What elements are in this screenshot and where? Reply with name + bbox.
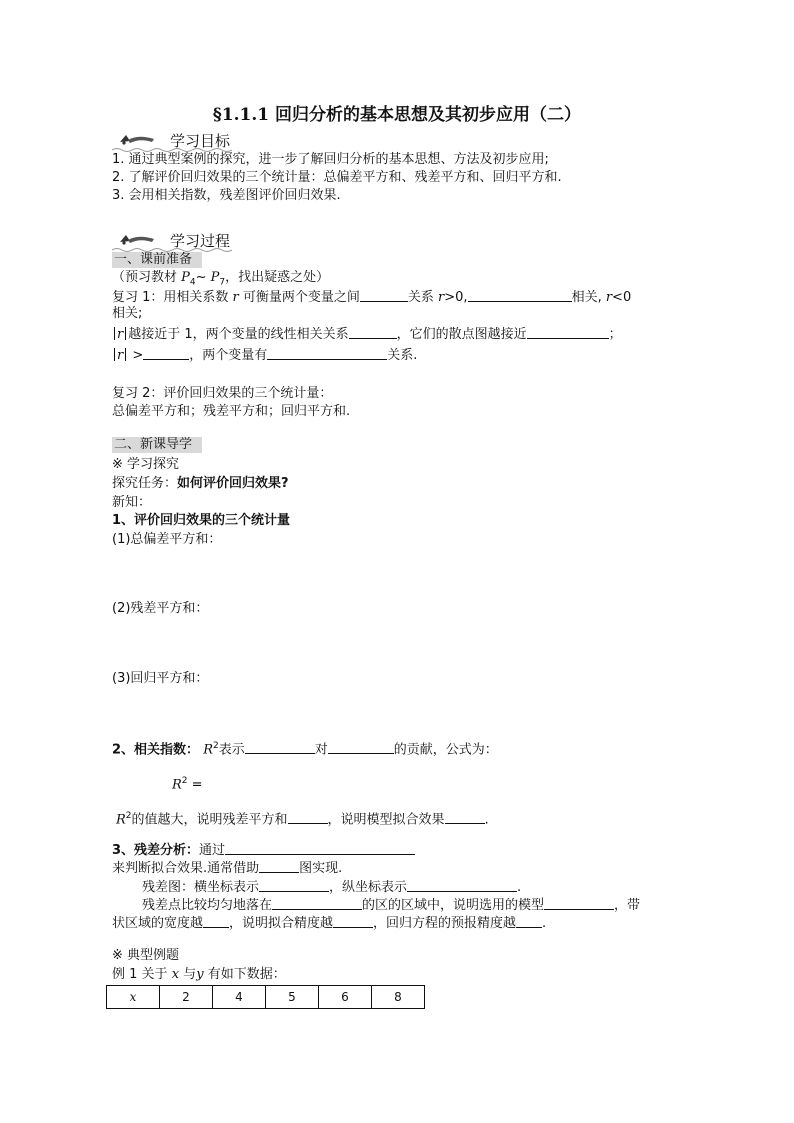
blank	[245, 741, 315, 754]
section-band-new	[112, 437, 202, 453]
blank	[259, 879, 329, 892]
topic-3-line: 状区域的宽度越 ，说明拟合精度越 ，回归方程的预报精度越 .	[112, 916, 547, 931]
formula: $R^2$ =	[172, 776, 203, 793]
review-1-abs-line: r 越接近于 1，两个变量的线性相关关系 ，它们的散点图越接近 ；	[112, 326, 622, 343]
table-cell: 5	[266, 986, 319, 1009]
section-band-prep	[112, 252, 202, 268]
review-1-line: 复习 1：用相关系数 r 可衡量两个变量之间 关系 r>0, 相关, r<0	[112, 290, 632, 305]
goals-header	[112, 130, 412, 150]
table-row	[107, 986, 425, 1009]
goal-item: 2. 了解评价回归效果的三个统计量：总偏差平方和、残差平方和、回归平方和.	[112, 170, 562, 185]
data-table	[106, 985, 425, 1009]
new-knowledge-label: 新知：	[112, 495, 152, 510]
topic-1-item: (1)总偏差平方和：	[112, 532, 222, 547]
explore-task: 探究任务：如何评价回归效果?	[112, 476, 289, 491]
example-intro: 例 1 关于 x 与y 有如下数据：	[112, 967, 286, 982]
page-title: §1.1.1 回归分析的基本思想及其初步应用（二）	[212, 105, 582, 125]
blank	[468, 289, 572, 302]
topic-3-line: 3、残差分析：通过	[112, 842, 415, 859]
blank	[259, 860, 299, 873]
blank	[360, 289, 408, 302]
goals-heading: 学习目标	[170, 132, 231, 150]
section-band-label: 二、新课导学	[114, 437, 193, 452]
prep-note: （预习教材 $P_4\sim$ $P_7$，找出疑惑之处）	[112, 270, 330, 288]
goal-item: 1. 通过典型案例的探究，进一步了解回归分析的基本思想、方法及初步应用;	[112, 152, 549, 167]
example-heading: ※ 典型例题	[112, 948, 180, 963]
table-cell: 4	[213, 986, 266, 1009]
topic-2-line: 2、相关指数： $R^2$表示 对 的贡献，公式为：	[112, 741, 498, 758]
section-band-label: 一、课前准备	[114, 252, 193, 267]
topic-3-line: 来判断拟合效果.通常借助 图实现.	[112, 861, 343, 876]
table-cell: 8	[372, 986, 425, 1009]
review-1-threshold-line: r > ，两个变量有 关系.	[112, 347, 417, 364]
blank	[349, 326, 397, 339]
blank	[516, 915, 542, 928]
review-1-line-2: 相关;	[112, 306, 143, 321]
table-cell: 6	[319, 986, 372, 1009]
topic-3-line: 残差点比较均匀地落在 的区的区域中，说明选用的模型 ，带	[142, 898, 641, 913]
blank	[272, 897, 362, 910]
topic-3-line: 残差图：横坐标表示 ，纵坐标表示 .	[142, 880, 522, 895]
explore-heading: ※ 学习探究	[112, 457, 180, 472]
blank	[288, 811, 328, 824]
topic-2-conclusion: $R^2$的值越大，说明残差平方和 ，说明模型拟合效果 .	[116, 811, 489, 828]
blank	[527, 326, 609, 339]
process-heading: 学习过程	[170, 232, 231, 250]
topic-1-item: (3)回归平方和：	[112, 671, 209, 686]
blank	[445, 811, 485, 824]
blank	[328, 741, 394, 754]
blank	[407, 879, 517, 892]
blank	[333, 915, 373, 928]
review-2-answer: 总偏差平方和；残差平方和；回归平方和.	[112, 404, 351, 419]
blank	[143, 347, 189, 360]
blank	[544, 897, 614, 910]
pen-logo-icon	[118, 132, 158, 146]
topic-1-heading: 1、评价回归效果的三个统计量	[112, 513, 291, 528]
blank	[225, 842, 415, 855]
blank	[267, 347, 387, 360]
pen-logo-icon	[118, 232, 158, 246]
process-header	[112, 230, 412, 250]
table-cell: x	[107, 986, 160, 1009]
review-2-line: 复习 2：评价回归效果的三个统计量：	[112, 386, 333, 401]
table-cell: 2	[160, 986, 213, 1009]
blank	[203, 915, 229, 928]
topic-1-item: (2)残差平方和：	[112, 601, 209, 616]
goal-item: 3. 会用相关指数，残差图评价回归效果.	[112, 188, 341, 203]
